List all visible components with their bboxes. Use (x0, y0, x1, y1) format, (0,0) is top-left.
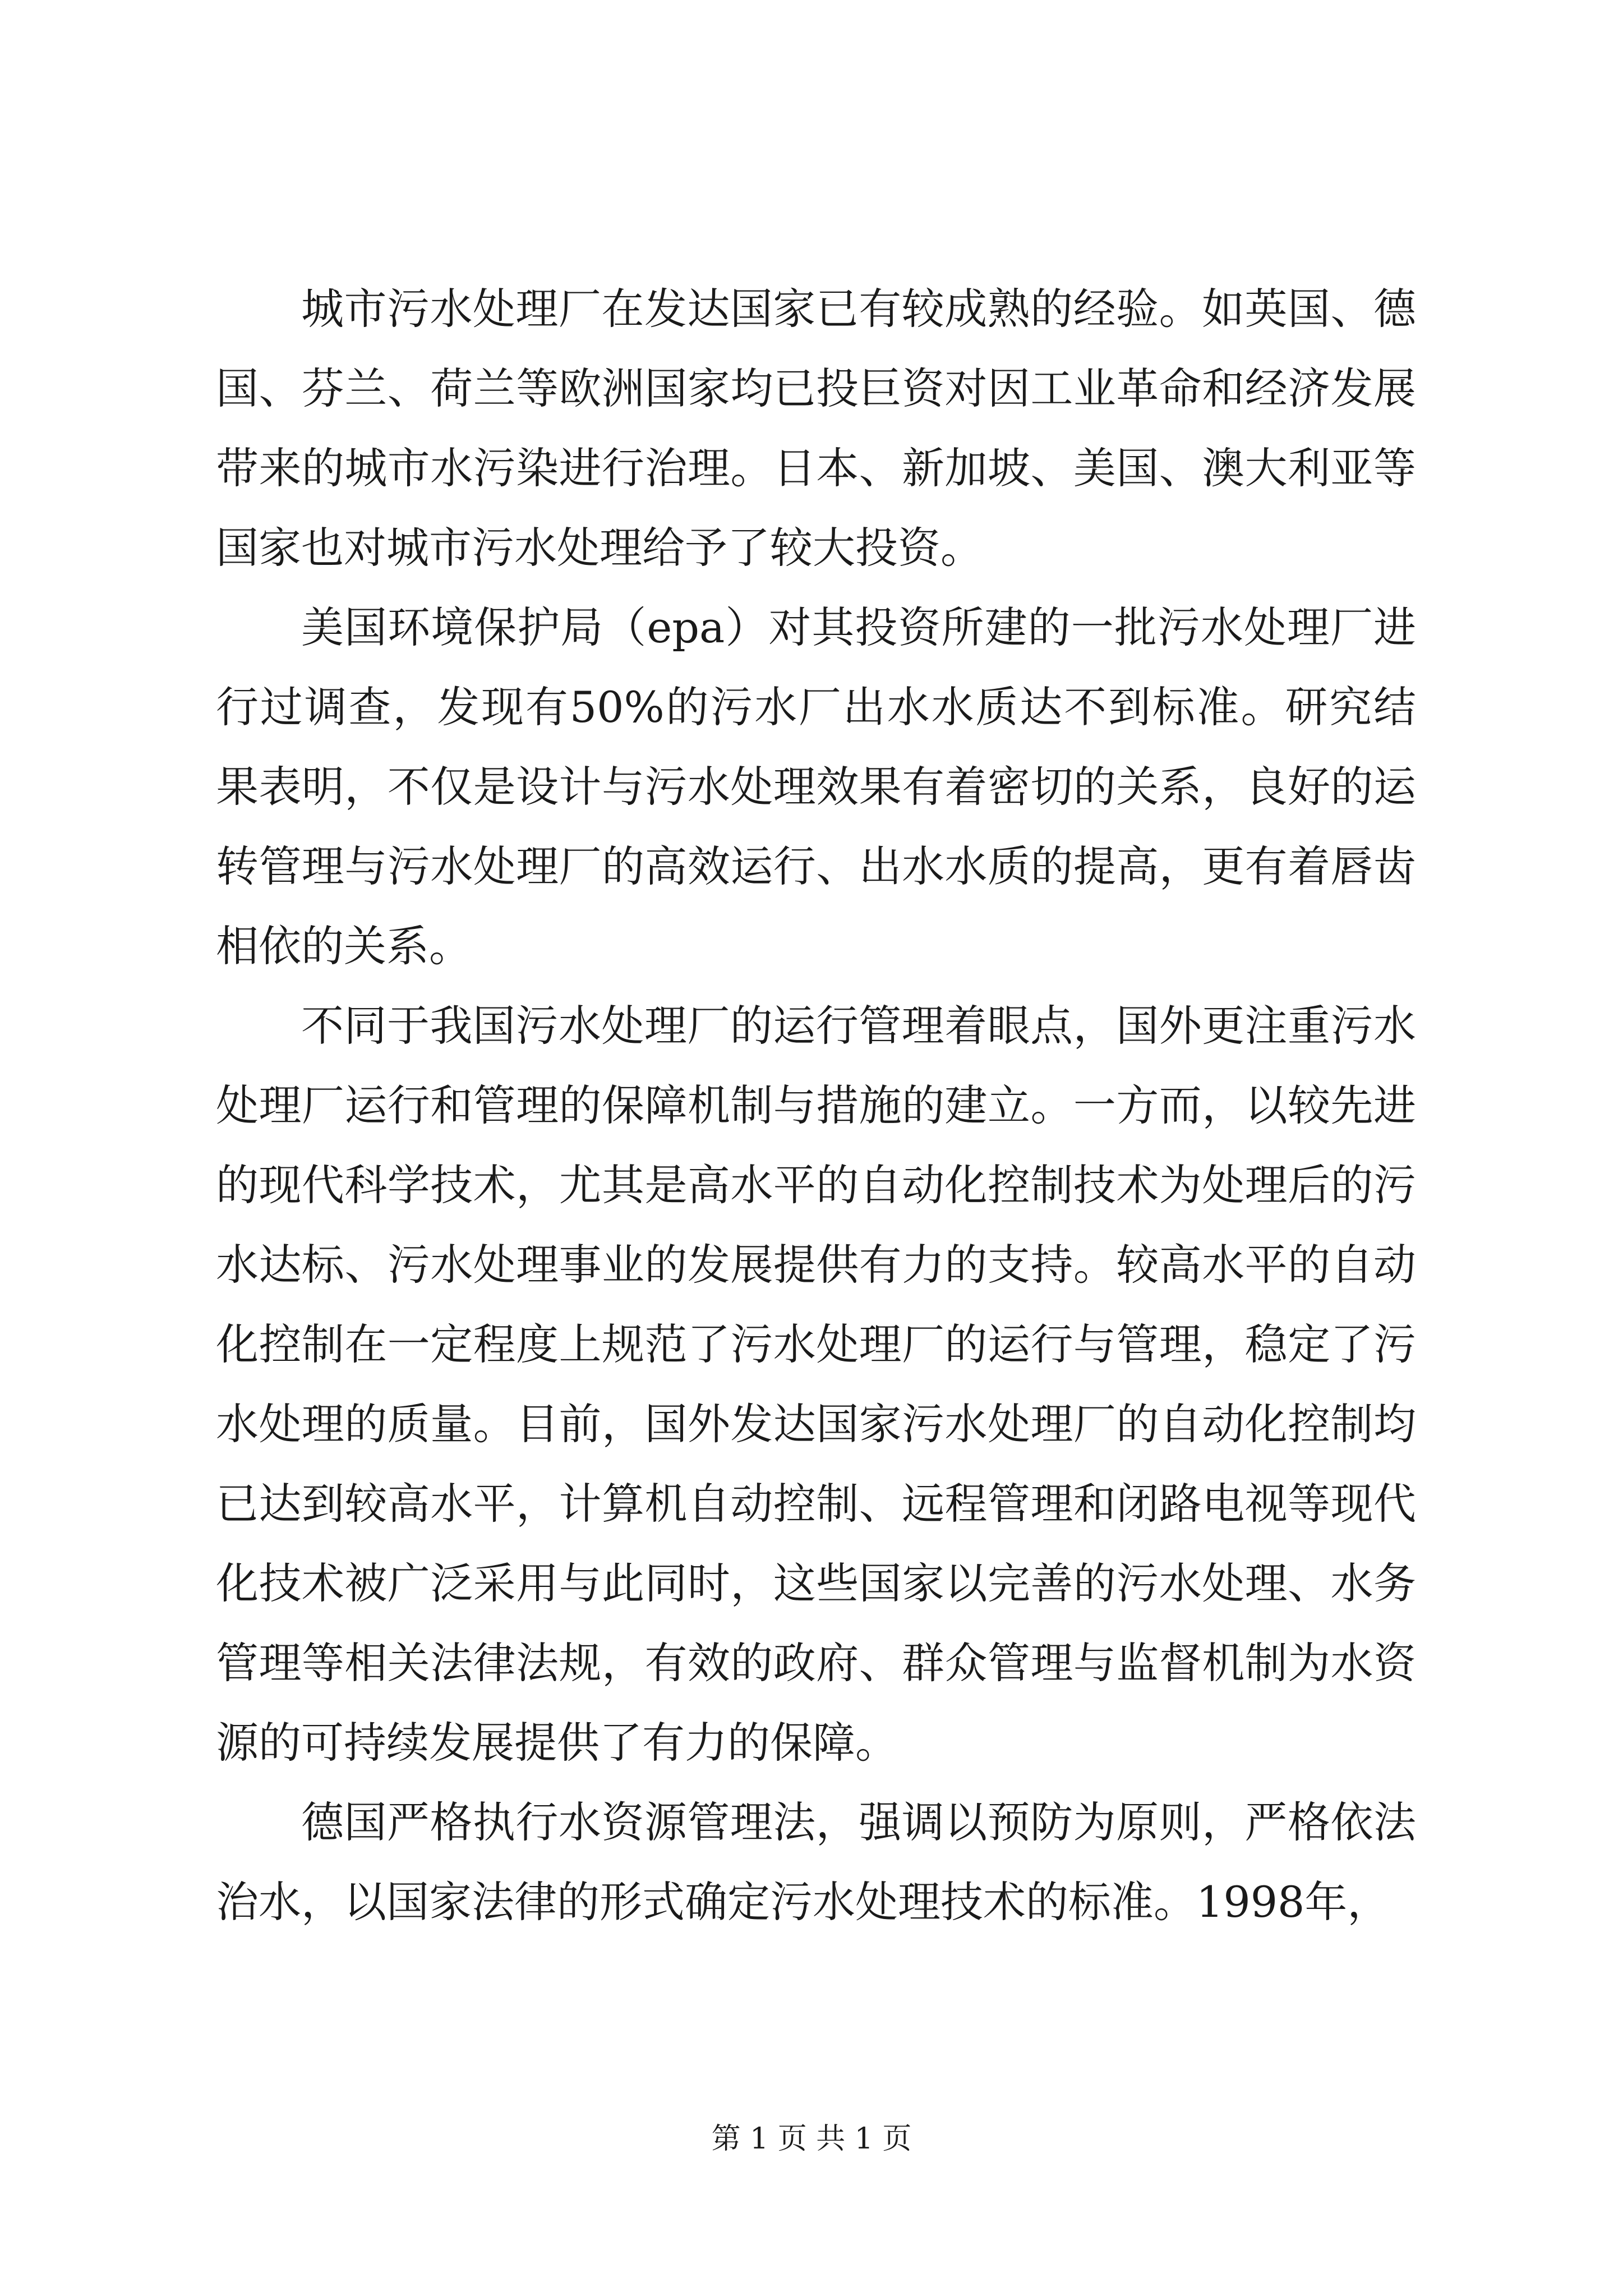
page-footer: 第 1 页 共 1 页 (711, 2122, 912, 2156)
paragraph-1: 城市污水处理厂在发达国家已有较成熟的经验。如英国、德国、芬兰、荷兰等欧洲国家均已投巨资对因工业革命和经济发展带来的城市水污染进行治理。日本、新加坡、美国、澳大利亚等国家也对城市污水处理给予了较大投资。 (216, 284, 1416, 573)
paragraph-3: 不同于我国污水处理厂的运行管理着眼点，国外更注重污水处理厂运行和管理的保障机制与措施的建立。一方而，以较先进的现代科学技术，尤其是高水平的自动化控制技术为处理后的污水达标、污水处理事业的发展提供有力的支持。较高水平的自动化控制在一定程度上规范了污水处理厂的运行与管理，稳定了污水处理的质量。目前，国外发达国家污水处理厂的自动化控制均已达到较高水平，计算机自动控制、远程管理和闭路电视等现代化技术被广泛采用与此同时，这些国家以完善的污水处理、水务管理等相关法律法规，有效的政府、群众管理与监督机制为水资源的可持续发展提供了有力的保障。 (216, 1001, 1416, 1768)
paragraph-4: 德国严格执行水资源管理法，强调以预防为原则，严格依法治水，以国家法律的形式确定污水处理技术的标准。1998年， (216, 1797, 1416, 1927)
paragraph-2: 美国环境保护局（epa）对其投资所建的一批污水处理厂进行过调查，发现有50%的污水厂出水水质达不到标准。研究结果表明，不仅是设计与污水处理效果有着密切的关系，良好的运转管理与污水处理厂的高效运行、出水水质的提高，更有着唇齿相依的关系。 (216, 602, 1416, 971)
document-body (216, 269, 1416, 1942)
